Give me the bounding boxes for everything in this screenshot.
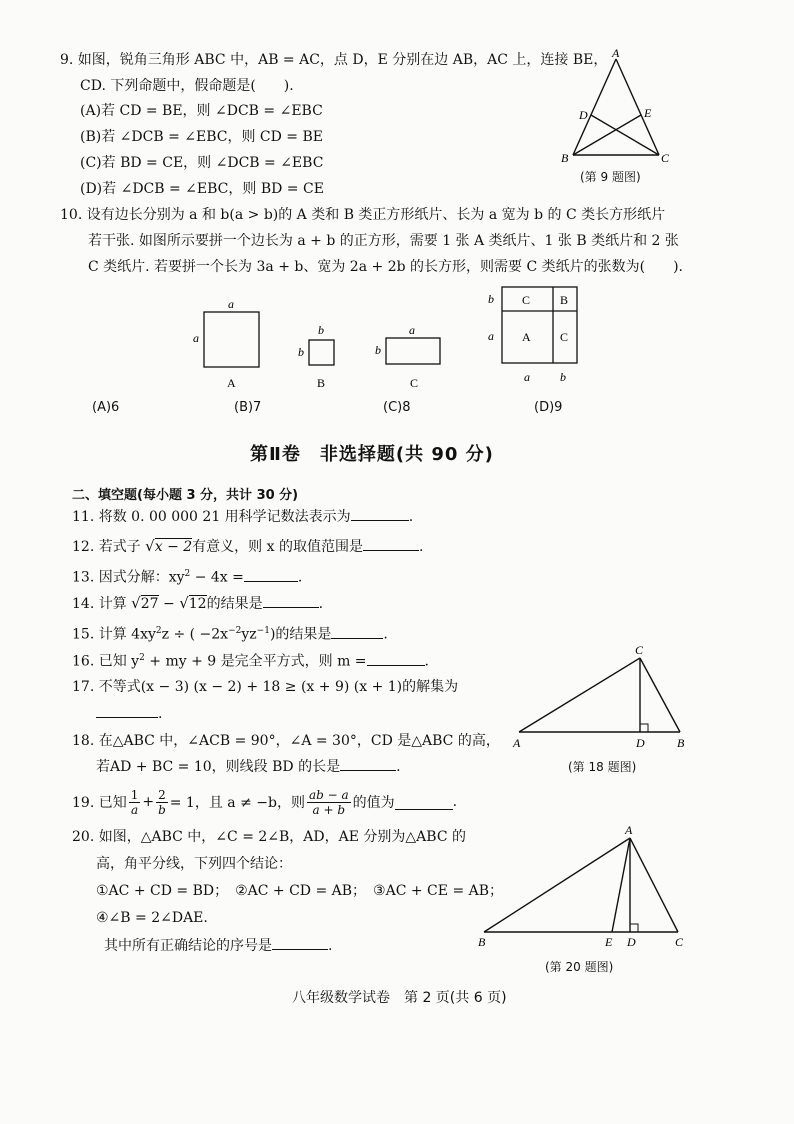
q12-post: 有意义，则 x 的取值范围是	[192, 539, 363, 555]
q18-line2-text: 若AD + BC = 10，则线段 BD 的长是	[96, 759, 341, 775]
q10-comp-a: A	[522, 330, 531, 344]
q19-frac1	[129, 788, 141, 817]
q9-label-b: B	[561, 151, 569, 165]
q16-a: 16. 已知 y	[72, 653, 140, 670]
q13-post: − 4x =	[190, 569, 244, 586]
q19: 19. 已知 1 a + $\frac{2}{b}$ = 1，且 a ≠ −b，则 ab − a a + b 的值为 .	[72, 787, 458, 817]
q19-frac3	[307, 788, 351, 817]
q9-label-d: D	[579, 108, 588, 122]
sqrt-icon: √	[179, 594, 189, 612]
sqrt-icon: √	[131, 594, 141, 612]
q20-caption: (第 20 题图)	[545, 960, 614, 974]
q15-c: yz	[241, 626, 257, 643]
q10-line1: 10. 设有边长分别为 a 和 b(a > b)的 A 类和 B 类正方形纸片、长为 a 宽为 b 的 C 类长方形纸片	[60, 207, 666, 223]
q9-label-a: A	[612, 46, 620, 60]
q10-line3: C 类纸片. 若要拼一个长为 3a + b、宽为 2a + 2b 的长方形，则需要 C 类纸片的张数为( ).	[88, 259, 683, 275]
q10-comp-b: B	[560, 293, 569, 307]
q19-f1d: a	[130, 802, 139, 817]
q18-line2: 若AD + BC = 10，则线段 BD 的长是 .	[96, 756, 401, 778]
q10-fig-a-top: a	[228, 297, 234, 311]
q14-r2: 12	[188, 596, 207, 612]
q19-pre: 19. 已知	[72, 795, 127, 811]
q17-line2: .	[96, 703, 162, 725]
q17-line1: 17. 不等式(x − 3) (x − 2) + 18 ≥ (x + 9) (x + 1)的解集为	[72, 679, 459, 695]
q19-f2n: 2	[158, 787, 166, 802]
q10-comp-b-bottom: b	[560, 370, 566, 384]
q17-blank	[96, 703, 158, 718]
q13: 13. 因式分解：$xy^2 - 4x$ = .	[72, 563, 302, 589]
q12-pre: 12. 若式子	[72, 539, 146, 555]
q18-blank	[340, 756, 396, 771]
q20-line2: 高，角平分线，下列四个结论：	[96, 856, 292, 872]
q10-figure	[180, 280, 600, 395]
q20-label-d: D	[627, 935, 636, 949]
q18-label-b: B	[677, 736, 685, 750]
q20-line1: 20. 如图，△ABC 中，∠C = 2∠B，AD，AE 分别为△ABC 的	[72, 829, 467, 845]
q10-label-a: A	[227, 376, 236, 390]
q19-frac2	[156, 788, 168, 817]
q11: 11. 将数 0. 00 000 21 用科学记数法表示为 .	[72, 506, 413, 528]
q13-blank	[244, 567, 298, 582]
q10-option-d: (D)9	[534, 400, 563, 415]
q13-sup: 2	[184, 569, 191, 579]
q11-blank	[351, 506, 409, 521]
q10-fig-c-side: b	[375, 343, 381, 357]
q19-f1n: 1	[130, 787, 139, 802]
sqrt-icon: √	[145, 537, 155, 555]
q9-label-e: E	[644, 106, 652, 120]
q19-mid: = 1，且 a ≠ −b，则	[169, 795, 305, 811]
q20-label-b: B	[478, 935, 486, 949]
q20-line3: ①AC + CD = BD； ②AC + CD = AB； ③AC + CE = AB；	[96, 883, 504, 899]
q15-d: )的结果是	[269, 626, 332, 643]
q14-r1: 27	[140, 596, 159, 612]
q15-s3: −1	[256, 626, 270, 636]
q19-blank	[395, 795, 453, 810]
q16-blank	[367, 651, 425, 666]
q20-line5: 其中所有正确结论的序号是 .	[104, 935, 332, 957]
q10-fig-b-side: b	[298, 345, 304, 359]
q20-label-e: E	[605, 935, 613, 949]
q18-label-d: D	[636, 736, 645, 750]
q19-post: 的值为	[352, 795, 395, 811]
q10-comp-a-side: a	[488, 329, 494, 343]
q10-comp-b-side: b	[488, 292, 494, 306]
q12: 12. 若式子 √x − 2有意义，则 x 的取值范围是 .	[72, 537, 424, 555]
q19-plus: +	[142, 794, 155, 810]
q20-line5-text: 其中所有正确结论的序号是	[104, 938, 272, 954]
q10-comp-a-bottom: a	[524, 370, 530, 384]
q12-blank	[363, 536, 419, 551]
q14: 14. 计算 √27 − √12的结果是 .	[72, 594, 324, 612]
q9-option-d: (D)若 ∠DCB = ∠EBC，则 BD = CE	[80, 181, 324, 197]
q18-label-a: A	[513, 736, 521, 750]
q15-s1: 2	[155, 626, 162, 636]
q15-blank	[331, 624, 383, 639]
q9-option-b: (B)若 ∠DCB = ∠EBC，则 CD = BE	[80, 129, 323, 145]
q20-label-a: A	[625, 823, 633, 837]
q10-comp-c2: C	[560, 330, 569, 344]
q9-caption: (第 9 题图)	[580, 170, 641, 184]
q9-line2: CD. 下列命题中，假命题是( ).	[80, 78, 294, 94]
q18-label-c: C	[635, 643, 644, 657]
q9-option-a: (A)若 CD = BE，则 ∠DCB = ∠EBC	[80, 103, 323, 119]
q10-line2: 若干张. 如图所示要拼一个边长为 a + b 的正方形，需要 1 张 A 类纸片、1 张 B 类纸片和 2 张	[88, 233, 679, 249]
q16-s1: 2	[139, 653, 145, 663]
q11-text: 11. 将数 0. 00 000 21 用科学记数法表示为	[72, 509, 351, 525]
q19-f3n: ab − a	[308, 787, 349, 802]
q14-pre: 14. 计算	[72, 596, 132, 612]
q14-post: 的结果是	[206, 596, 263, 612]
q20-figure	[470, 820, 710, 952]
q19-f3d: a + b	[312, 802, 346, 817]
q19-f2d: b	[158, 802, 166, 817]
q10-fig-a-side: a	[193, 331, 199, 345]
q14-mid: −	[158, 596, 180, 612]
q10-option-b: (B)7	[234, 400, 262, 415]
q9-line1: 9. 如图，锐角三角形 ABC 中，AB = AC，点 D，E 分别在边 AB，AC 上，连接 BE，	[60, 52, 608, 68]
q10-comp-c1: C	[522, 293, 531, 307]
q15-s2: −2	[228, 626, 242, 636]
q15-a: 15. 计算 4xy	[72, 626, 156, 643]
q18-caption: (第 18 题图)	[568, 760, 637, 774]
q10-fig-c-top: a	[409, 323, 415, 337]
q15-b: z ÷ ( −2x	[161, 626, 229, 643]
q20-label-c: C	[675, 935, 684, 949]
q18-figure	[505, 640, 705, 755]
q10-label-c: C	[410, 376, 419, 390]
section-heading: 二、填空题(每小题 3 分，共计 30 分)	[72, 488, 299, 503]
q13-pre: 13. 因式分解：xy	[72, 569, 185, 586]
q15: 15. 计算 $4xy^2z$ ÷ ( $-2x^{-2}yz^{-1}$)的结果是 .	[72, 620, 388, 646]
q20-line4: ④∠B = 2∠DAE.	[96, 910, 208, 926]
q10-option-c: (C)8	[383, 400, 411, 415]
q10-label-b: B	[317, 376, 326, 390]
q12-radicand: x − 2	[154, 539, 193, 555]
q16-b: + my + 9 是完全平方式，则 m =	[144, 653, 367, 670]
q18-line1: 18. 在△ABC 中，∠ACB = 90°，∠A = 30°，CD 是△ABC 的高，	[72, 733, 500, 749]
q9-label-c: C	[661, 151, 670, 165]
q10-fig-b-top: b	[318, 323, 324, 337]
q10-option-a: (A)6	[92, 400, 120, 415]
q14-blank	[263, 593, 319, 608]
section-title: 第Ⅱ卷 非选择题(共 90 分)	[250, 444, 494, 465]
page-footer: 八年级数学试卷 第 2 页(共 6 页)	[292, 990, 507, 1006]
q9-option-c: (C)若 BD = CE，则 ∠DCB = ∠EBC	[80, 155, 324, 171]
q16: 16. 已知 $y^2$ + my + 9 是完全平方式，则 m = .	[72, 647, 429, 673]
q20-blank	[272, 935, 328, 950]
